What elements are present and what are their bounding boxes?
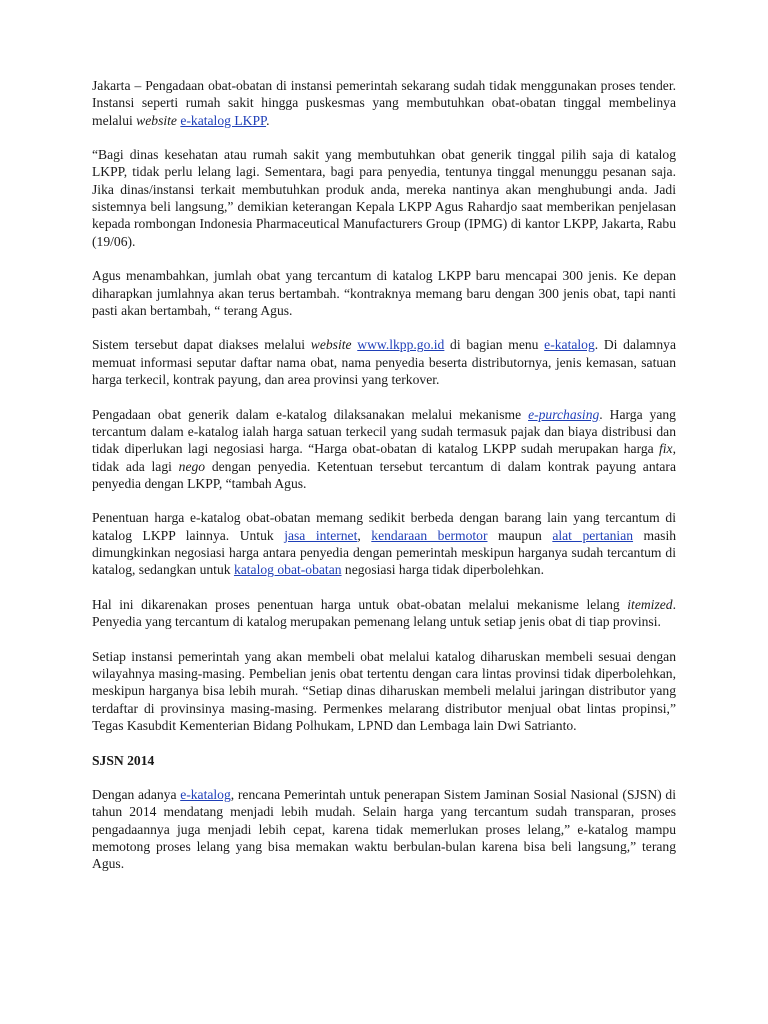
paragraph-text: Agus menambahkan, jumlah obat yang tercantum di katalog LKPP baru mencapai 300 jenis. Ke depan diharapkan jumlahnya akan terus bertambah. “kontraknya memang baru dengan 300 jenis obat, tapi nanti pasti akan bertambah, “ terang Agus. (92, 268, 676, 318)
link-alat-pertanian[interactable]: alat pertanian (552, 527, 634, 543)
paragraph-text: “Bagi dinas kesehatan atau rumah sakit yang membutuhkan obat generik tinggal pilih saja di katalog LKPP, tidak perlu lelang lagi. Sementara, bagi para penyedia, tentunya tinggal menunggu pesanan saja. Jika dinas/instansi terkait membutuhkan produk anda, mereka nantinya akan menghubungi anda. Jadi sistemnya beli langsung,” demikian keterangan Kepala LKPP Agus Rahardjo saat memberikan penjelasan kepada rombongan Indonesia Pharmaceutical Manufacturers Group (IPMG) di kantor LKPP, Jakarta, Rabu (19/06). (92, 147, 676, 249)
link-e-katalog-menu[interactable]: e-katalog (544, 337, 595, 353)
paragraph-text: , rencana Pemerintah untuk penerapan Sistem Jaminan Sosial Nasional (SJSN) di tahun 2014 mendatang menjadi lebih mudah. Selain harga yang tercantum sudah transparan, proses pengadaannya juga menjadi lebih cepat, karena tidak memerlukan proses lelang,” e-katalog mampu memotong proses lelang yang bisa memakan waktu berbulan-bulan karena bisa beli langsung,” terang Agus. (92, 787, 676, 872)
paragraph-text: . Di dalamnya memuat informasi seputar daftar nama obat, nama penyedia beserta distributornya, jenis kemasan, satuan harga terkecil, kontrak payung, dan area provinsi yang terkover. (92, 337, 676, 388)
paragraph-text: Sistem tersebut dapat diakses melalui (92, 337, 311, 353)
paragraph-text: negosiasi harga tidak diperbolehkan. (341, 562, 544, 578)
emphasis-text: fix (659, 441, 673, 457)
paragraph-text: Pengadaan obat generik dalam e-katalog dilaksanakan melalui mekanisme (92, 406, 529, 422)
paragraph-text: di bagian menu (444, 337, 545, 353)
paragraph-price-determination (92, 509, 676, 578)
emphasis-text: website (136, 112, 177, 128)
paragraph-e-purchasing (92, 406, 676, 492)
paragraph-text: . Penyedia yang tercantum di katalog merupakan pemenang lelang untuk setiap jenis obat di tiap provinsi. (92, 596, 676, 630)
emphasis-text: itemized (627, 596, 673, 612)
paragraph-text: maupun (487, 527, 553, 543)
paragraph-text: Setiap instansi pemerintah yang akan membeli obat melalui katalog diharuskan membeli sesuai dengan wilayahnya masing-masing. Pembelian jenis obat tertentu dengan cara lintas provinsi tidak diperbolehkan, meskipun harganya bisa lebih murah. “Setiap dinas diharuskan membeli melalui jaringan distributor yang terdaftar di provinsinya masing-masing. Permenkes melarang distributor menjual obat lintas propinsi,” Tegas Kasubdit Kementerian Bidang Polhukam, LPND dan Lembaga lain Dwi Satrianto. (92, 648, 676, 733)
paragraph-sjsn (92, 786, 676, 872)
paragraph-text: dengan penyedia. Ketentuan tersebut tercantum di dalam kontrak payung antara penyedia dengan LKPP, “tambah Agus. (92, 458, 676, 491)
link-lkpp-website[interactable]: www.lkpp.go.id (357, 337, 445, 353)
paragraph-access (92, 336, 676, 388)
paragraph-regional-purchase (92, 648, 676, 734)
emphasis-text: e-purchasing (528, 406, 600, 422)
emphasis-text: website (310, 337, 352, 353)
paragraph-text: , (357, 527, 372, 543)
emphasis-text: nego (178, 458, 206, 474)
paragraph-text: . Harga yang tercantum dalam e-katalog ialah harga satuan terkecil yang sudah termasuk pajak dan biaya distribusi dan tidak diperlukan lagi negosiasi harga. “Harga obat-obatan di katalog LKPP sudah merupakan harga (92, 406, 676, 457)
paragraph-text: Dengan adanya (92, 787, 181, 803)
paragraph-text: masih dimungkinkan negosiasi harga antara penyedia dengan pemerintah meskipun harganya sudah tercantum di katalog, sedangkan untuk (92, 527, 677, 578)
link-e-katalog-lkpp[interactable]: e-katalog LKPP (180, 112, 267, 128)
link-e-katalog-sjsn[interactable]: e-katalog (180, 787, 231, 803)
paragraph-text: Penentuan harga e-katalog obat-obatan memang sedikit berbeda dengan barang lain yang tercantum di katalog LKPP lainnya. Untuk (92, 510, 676, 543)
paragraph-text: Hal ini dikarenakan proses penentuan harga untuk obat-obatan melalui mekanisme lelang (92, 596, 628, 612)
paragraph-quote-agus (92, 146, 676, 250)
paragraph-text: Jakarta – Pengadaan obat-obatan di instansi pemerintah sekarang sudah tidak menggunakan proses tender. Instansi seperti rumah sakit hingga puskesmas yang membutuhkan obat-obatan tinggal membelinya melalui (92, 78, 676, 128)
link-kendaraan-bermotor[interactable]: kendaraan bermotor (371, 527, 488, 543)
paragraph-itemized (92, 596, 676, 631)
paragraph-obat-count (92, 267, 676, 319)
link-katalog-obat-obatan[interactable]: katalog obat-obatan (233, 562, 342, 578)
paragraph-intro (92, 77, 676, 129)
section-heading-sjsn: SJSN 2014 (92, 752, 155, 768)
link-jasa-internet[interactable]: jasa internet (284, 527, 358, 543)
link-e-purchasing[interactable] (528, 407, 599, 422)
paragraph-text: , tidak ada lagi (92, 441, 676, 474)
paragraph-text: . (266, 112, 270, 128)
